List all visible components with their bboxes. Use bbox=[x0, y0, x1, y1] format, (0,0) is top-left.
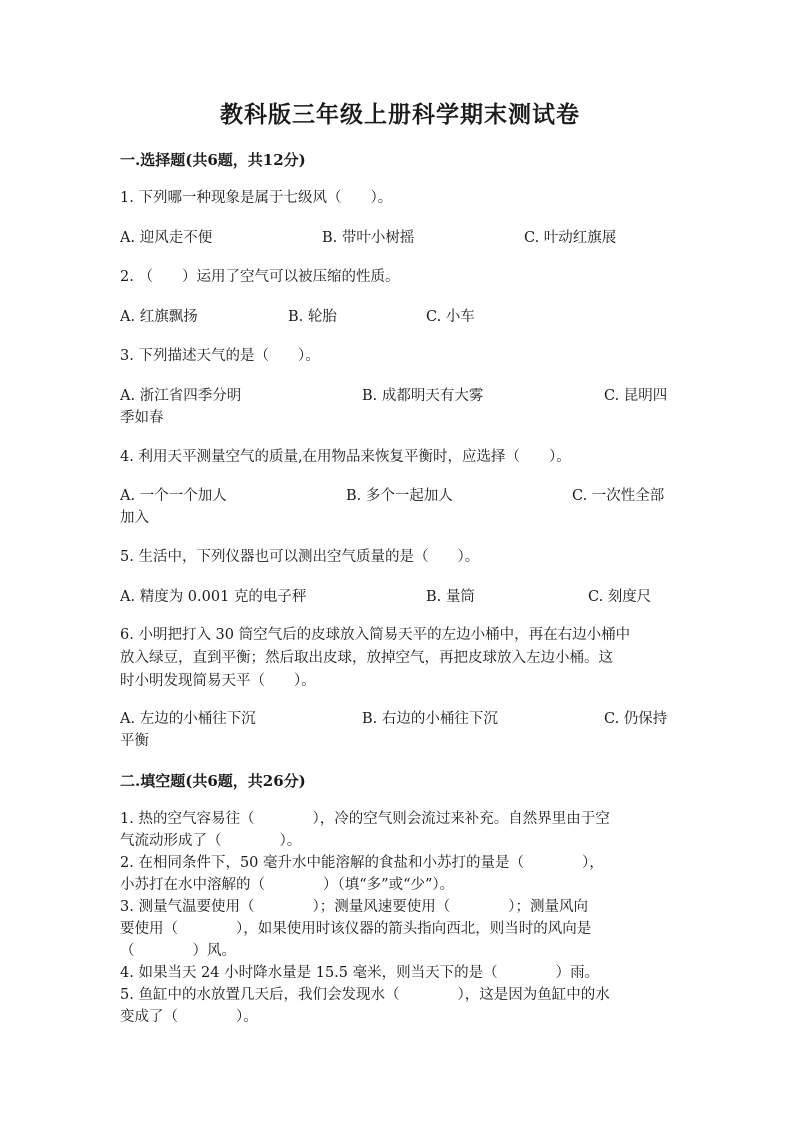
option-b: B. 成都明天有大雾 bbox=[362, 388, 484, 404]
option-a: A. 一个一个加人 bbox=[120, 488, 227, 504]
option-c: C. 仍保持 bbox=[604, 711, 668, 727]
question-stem: 1. 下列哪一种现象是属于七级风（ ）。 bbox=[120, 190, 393, 206]
option-c: C. 叶动红旗展 bbox=[524, 230, 617, 246]
section-heading-fill: 二.填空题(共6题，共26分) bbox=[120, 772, 306, 790]
option-c: C. 刻度尺 bbox=[588, 589, 652, 605]
question-stem: 放入绿豆，直到平衡；然后取出皮球，放掉空气，再把皮球放入左边小桶。这 bbox=[120, 650, 613, 666]
section-heading-choice: 一.选择题(共6题，共12分) bbox=[120, 151, 306, 169]
question-options bbox=[120, 708, 690, 752]
fill-line: 变成了（ ）。 bbox=[120, 1009, 258, 1025]
fill-line: 1. 热的空气容易往（ ），冷的空气则会流过来补充。自然界里由于空 bbox=[120, 811, 610, 827]
fill-line: 4. 如果当天 24 小时降水量是 15.5 毫米，则当天下的是（ ）雨。 bbox=[120, 965, 600, 981]
option-c-wrap: 季如春 bbox=[120, 410, 164, 426]
option-b: B. 量筒 bbox=[426, 589, 475, 605]
option-b: B. 带叶小树摇 bbox=[322, 230, 415, 246]
question-stem: 6. 小明把打入 30 筒空气后的皮球放入简易天平的左边小桶中，再在右边小桶中 bbox=[120, 627, 631, 643]
fill-line: 3. 测量气温要使用（ ）；测量风速要使用（ ）；测量风向 bbox=[120, 899, 588, 915]
fill-line: 气流动形成了（ ）。 bbox=[120, 833, 302, 849]
option-b: B. 右边的小桶往下沉 bbox=[362, 711, 498, 727]
option-a: A. 左边的小桶往下沉 bbox=[120, 711, 256, 727]
option-a: A. 红旗飘扬 bbox=[120, 309, 198, 325]
option-a: A. 浙江省四季分明 bbox=[120, 388, 242, 404]
fill-line: 小苏打在水中溶解的（ ）（填“多”或“少”）。 bbox=[120, 877, 455, 893]
question-options bbox=[120, 485, 690, 529]
question-options bbox=[120, 227, 690, 271]
option-b: B. 轮胎 bbox=[288, 309, 337, 325]
option-c-wrap: 平衡 bbox=[120, 733, 149, 749]
question-stem: 2. （ ）运用了空气可以被压缩的性质。 bbox=[120, 269, 400, 285]
fill-line: （ ）风。 bbox=[120, 943, 236, 959]
option-c: C. 小车 bbox=[426, 309, 475, 325]
document-title: 教科版三年级上册科学期末测试卷 bbox=[220, 101, 580, 128]
question-stem: 5. 生活中，下列仪器也可以测出空气质量的是（ ）。 bbox=[120, 549, 480, 565]
fill-line: 要使用（ ），如果使用时该仪器的箭头指向西北，则当时的风向是 bbox=[120, 921, 592, 937]
option-a: A. 精度为 0.001 克的电子秤 bbox=[120, 589, 307, 605]
question-stem: 时小明发现简易天平（ ）。 bbox=[120, 673, 316, 689]
fill-line: 5. 鱼缸中的水放置几天后，我们会发现水（ ），这是因为鱼缸中的水 bbox=[120, 987, 610, 1003]
option-a: A. 迎风走不便 bbox=[120, 230, 213, 246]
question-stem: 3. 下列描述天气的是（ ）。 bbox=[120, 348, 320, 364]
option-b: B. 多个一起加人 bbox=[346, 488, 453, 504]
option-c: C. 一次性全部 bbox=[572, 488, 665, 504]
fill-line: 2. 在相同条件下，50 毫升水中能溶解的食盐和小苏打的量是（ ）， bbox=[120, 855, 604, 871]
question-stem: 4. 利用天平测量空气的质量,在用物品来恢复平衡时，应选择（ ）。 bbox=[120, 449, 571, 465]
option-c: C. 昆明四 bbox=[604, 388, 668, 404]
question-options bbox=[120, 385, 690, 429]
option-c-wrap: 加入 bbox=[120, 510, 149, 526]
question-options bbox=[120, 306, 690, 350]
